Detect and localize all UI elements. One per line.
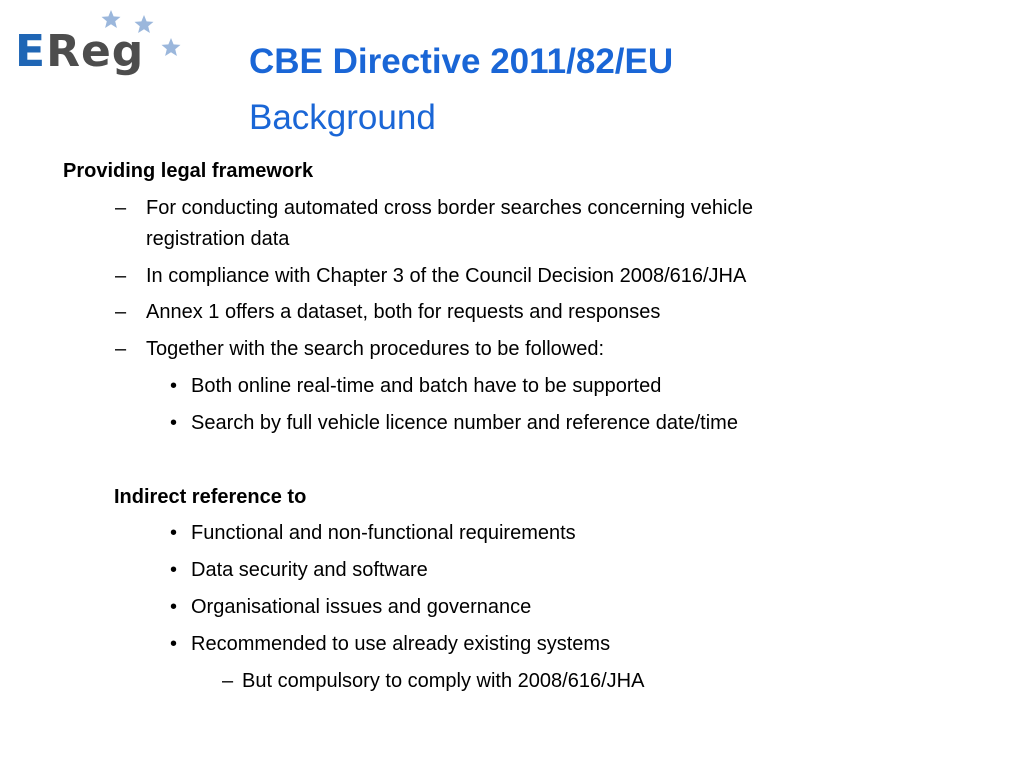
dash-marker: – <box>115 301 127 323</box>
logo-letters-reg: Reg <box>46 26 145 77</box>
list-item: In compliance with Chapter 3 of the Council Decision 2008/616/JHA <box>146 265 747 287</box>
list-item-continuation: registration data <box>146 228 290 250</box>
list-item: Annex 1 offers a dataset, both for requests and responses <box>146 301 661 323</box>
list-item: Data security and software <box>191 559 428 581</box>
slide-subtitle: Background <box>249 98 436 137</box>
sub-list-item: Both online real-time and batch have to be supported <box>191 375 662 397</box>
sub-list-item: But compulsory to comply with 2008/616/JHA <box>242 670 645 692</box>
ereg-logo <box>12 4 202 94</box>
list-item: For conducting automated cross border searches concerning vehicle <box>146 197 753 219</box>
bullet-marker: • <box>170 633 178 655</box>
dash-marker: – <box>115 197 127 219</box>
list-item: Functional and non-functional requirements <box>191 522 576 544</box>
bullet-marker: • <box>170 522 178 544</box>
list-item: Together with the search procedures to be followed: <box>146 338 605 360</box>
section-heading: Providing legal framework <box>63 160 314 182</box>
list-item: Organisational issues and governance <box>191 596 532 618</box>
dash-marker: – <box>115 265 127 287</box>
bullet-marker: • <box>170 596 178 618</box>
section-heading: Indirect reference to <box>114 486 307 508</box>
slide-title: CBE Directive 2011/82/EU <box>249 42 674 81</box>
dash-marker: – <box>222 670 234 692</box>
list-item: Recommended to use already existing systems <box>191 633 611 655</box>
dash-marker: – <box>115 338 127 360</box>
star-icon <box>162 38 181 56</box>
logo-wordmark <box>15 26 145 77</box>
sub-list-item: Search by full vehicle licence number and reference date/time <box>191 412 738 434</box>
logo-letter-e: E <box>15 26 47 77</box>
bullet-marker: • <box>170 375 178 397</box>
bullet-marker: • <box>170 412 178 434</box>
bullet-marker: • <box>170 559 178 581</box>
